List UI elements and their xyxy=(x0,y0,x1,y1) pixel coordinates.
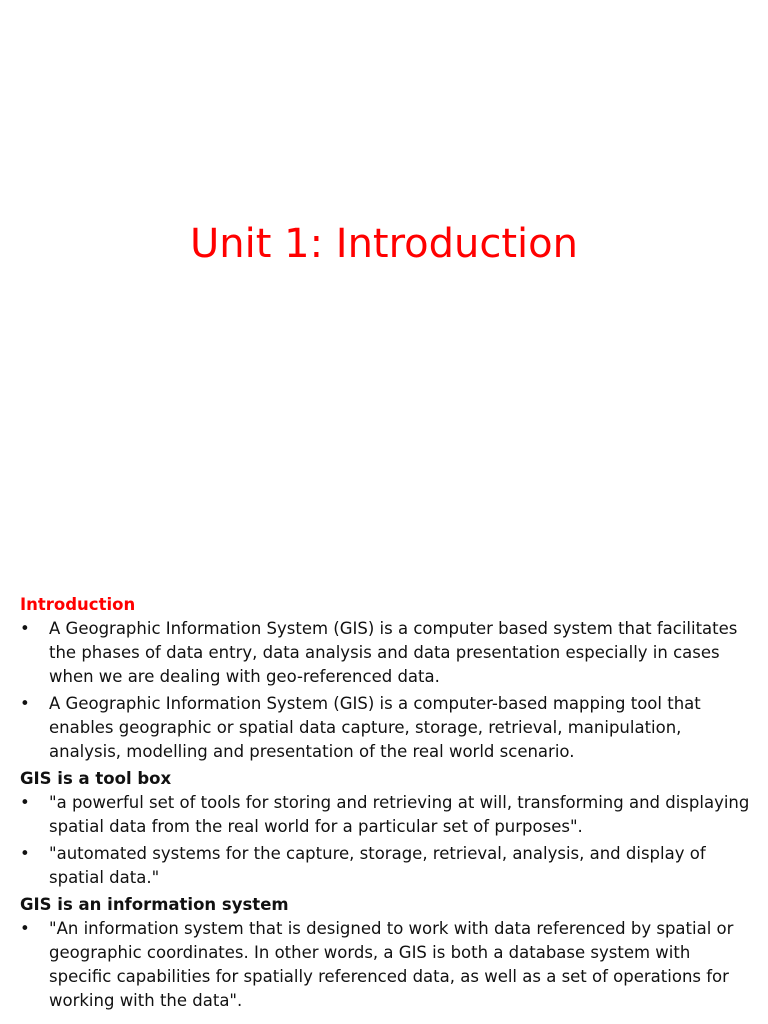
section-heading-information-system: GIS is an information system xyxy=(20,895,289,914)
bullet-icon: • xyxy=(20,844,30,863)
section-heading-tool-box: GIS is a tool box xyxy=(20,769,172,788)
section-heading-introduction: Introduction xyxy=(20,595,136,614)
bullet-text: "a powerful set of tools for storing and retrieving at will, transforming and displaying spatial data from the real world for a particular set of purposes". xyxy=(49,793,750,836)
list-item xyxy=(20,791,750,839)
bullet-icon: • xyxy=(20,619,30,638)
list-item xyxy=(20,917,750,1013)
bullet-icon: • xyxy=(20,919,30,938)
bullet-text: A Geographic Information System (GIS) is a computer based system that facilitates the phases of data entry, data analysis and data presentation especially in cases when we are dealing with geo-referenced data. xyxy=(49,619,738,686)
slide-title: Unit 1: Introduction xyxy=(189,221,578,267)
bullet-list-introduction xyxy=(20,617,750,764)
bullet-text: "An information system that is designed to work with data referenced by spatial or geographic coordinates. In other words, a GIS is both a database system with specific capabilities for spatially referenced data, as well as a set of operations for working with the data". xyxy=(49,919,734,1010)
slide-content xyxy=(20,593,750,1016)
bullet-text: "automated systems for the capture, storage, retrieval, analysis, and display of spatial data." xyxy=(49,844,706,887)
bullet-icon: • xyxy=(20,694,30,713)
bullet-list-tool-box xyxy=(20,791,750,890)
list-item xyxy=(20,617,750,689)
bullet-text: A Geographic Information System (GIS) is a computer-based mapping tool that enables geographic or spatial data capture, storage, retrieval, manipulation, analysis, modelling and presentation of the real world scenario. xyxy=(49,694,701,761)
list-item xyxy=(20,842,750,890)
bullet-list-information-system xyxy=(20,917,750,1013)
bullet-icon: • xyxy=(20,793,30,812)
list-item xyxy=(20,692,750,764)
